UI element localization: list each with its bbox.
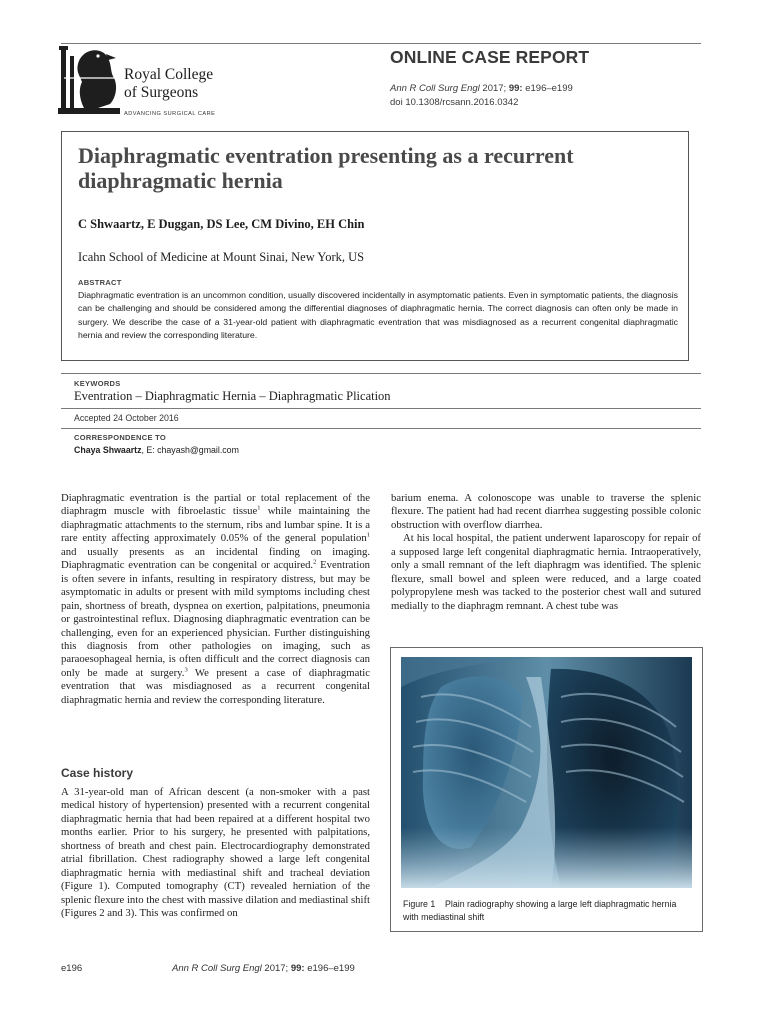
doi-link[interactable]: doi 10.1308/rcsann.2016.0342 — [390, 97, 519, 108]
correspondence-email[interactable]: , E: chayash@gmail.com — [141, 445, 239, 455]
figure-caption: Figure 1 Plain radiography showing a large left diaphragmatic hernia with mediastinal shift — [403, 899, 679, 922]
right-column-text — [391, 492, 701, 613]
correspondence: Chaya Shwaartz, E: chayash@gmail.com — [74, 445, 239, 455]
header-citation: Ann R Coll Surg Engl 2017; 99: e196–e199 doi 10.1308/rcsann.2016.0342 — [390, 83, 573, 108]
section-heading-case-history: Case history — [61, 766, 134, 780]
accepted-date: Accepted 24 October 2016 — [74, 413, 179, 423]
rcs-logo — [58, 42, 238, 118]
keywords-rule — [61, 373, 701, 374]
chest-radiograph-image — [401, 657, 692, 888]
abstract-heading: ABSTRACT — [78, 278, 122, 287]
keywords: Eventration – Diaphragmatic Hernia – Diaphragmatic Plication — [74, 389, 391, 403]
logo-tagline: ADVANCING SURGICAL CARE — [124, 111, 216, 117]
title-abstract-box — [61, 131, 689, 361]
correspondence-heading: CORRESPONDENCE TO — [74, 433, 167, 442]
accepted-rule — [61, 408, 701, 409]
abstract-text: Diaphragmatic eventration is an uncommon condition, usually discovered incidentally in asymptomatic patients. Even in symptomatic patients, the diagnosis can be challenging and should be considered among the differential diagnoses of diaphragmatic hernia. The correct diagnosis can often only be made in surgery. We describe the case of a 31-year-old patient with diaphragmatic eventration that was misdiagnosed as a recurrent congenital diaphragmatic hernia and review the corresponding literature. — [78, 290, 678, 341]
footer-citation: Ann R Coll Surg Engl 2017; 99: e196–e199 — [172, 963, 355, 974]
figure-1 — [390, 647, 703, 932]
affiliation: Icahn School of Medicine at Mount Sinai, New York, US — [78, 250, 365, 264]
report-type-label: ONLINE CASE REPORT — [390, 47, 590, 67]
case-history-paragraph: A 31-year-old man of African descent (a non-smoker with a past medical history of hypertension) presented with a recurrent congenital diaphragmatic hernia that had been repaired at a different hospital two months earlier. Prior to his surgery, he presented with palpitations, shortness of breath and chest pain. Electrocardiography demonstrated atrial fibrillation. Chest radiography showed a large left congenital diaphragmatic hernia with mediastinal shift and tracheal deviation (Figure 1). Computed tomography (CT) revealed herniation of the splenic flexure into the chest with massive dilation and mediastinal shift (Figures 2 and 3). This was confirmed on — [61, 786, 370, 920]
intro-paragraph: Diaphragmatic eventration is the partial or total replacement of the diaphragm muscle with fibroelastic tissue$^1$ while maintaining the diaphragmatic attachments to the sternum, ribs and lumbar spine. It is a rare entity affecting approximately 0.05% of the general population$^1$ and usually presents as an incidental finding on imaging. Diaphragmatic eventration can be congenital or acquired.$^2$ Eventration is often severe in infants, resulting in respiratory distress, but may be asymptomatic in adults or present with mild symptoms including chest pain, shortness of breath, dyspnea on exertion, palpitations, pneumonia or gastrointestinal reflux. Diagnosing diaphragmatic eventration can be challenging, even for an experienced physician. Further distinguishing this diagnosis from other pathologies on imaging, such as paraoesophageal hernia, is often difficult and the correct diagnosis can only be made at surgery.$^3$ We present a case of diaphragmatic eventration that was misdiagnosed as a recurrent congenital diaphragmatic hernia and review the corresponding literature. — [61, 492, 371, 706]
correspondence-rule — [61, 428, 701, 429]
crest-icon — [58, 42, 120, 118]
keywords-heading: KEYWORDS — [74, 379, 121, 388]
page-number: e196 — [61, 963, 83, 974]
article-title: Diaphragmatic eventration presenting as a recurrent diaphragmatic hernia — [78, 143, 574, 193]
author-list: C Shwaartz, E Duggan, DS Lee, CM Divino, EH Chin — [78, 217, 365, 231]
logo-wordmark: Royal College of Surgeons — [124, 66, 214, 101]
right-paragraph-2: At his local hospital, the patient underwent laparoscopy for repair of a supposed large left congenital diaphragmatic hernia. Intraoperatively, only a small remnant of the left diaphragm was identified. The splenic flexure, small bowel and spleen were reduced, and a large coated polypropylene mesh was tacked to the posterior chest wall and sutured medially to the diaphragm remnant. A chest tube was — [391, 532, 701, 612]
right-paragraph-1: barium enema. A colonoscope was unable to traverse the splenic flexure. The patient had had recent diarrhea suggesting possible colonic obstruction with overflow diarrhea. — [391, 492, 701, 531]
